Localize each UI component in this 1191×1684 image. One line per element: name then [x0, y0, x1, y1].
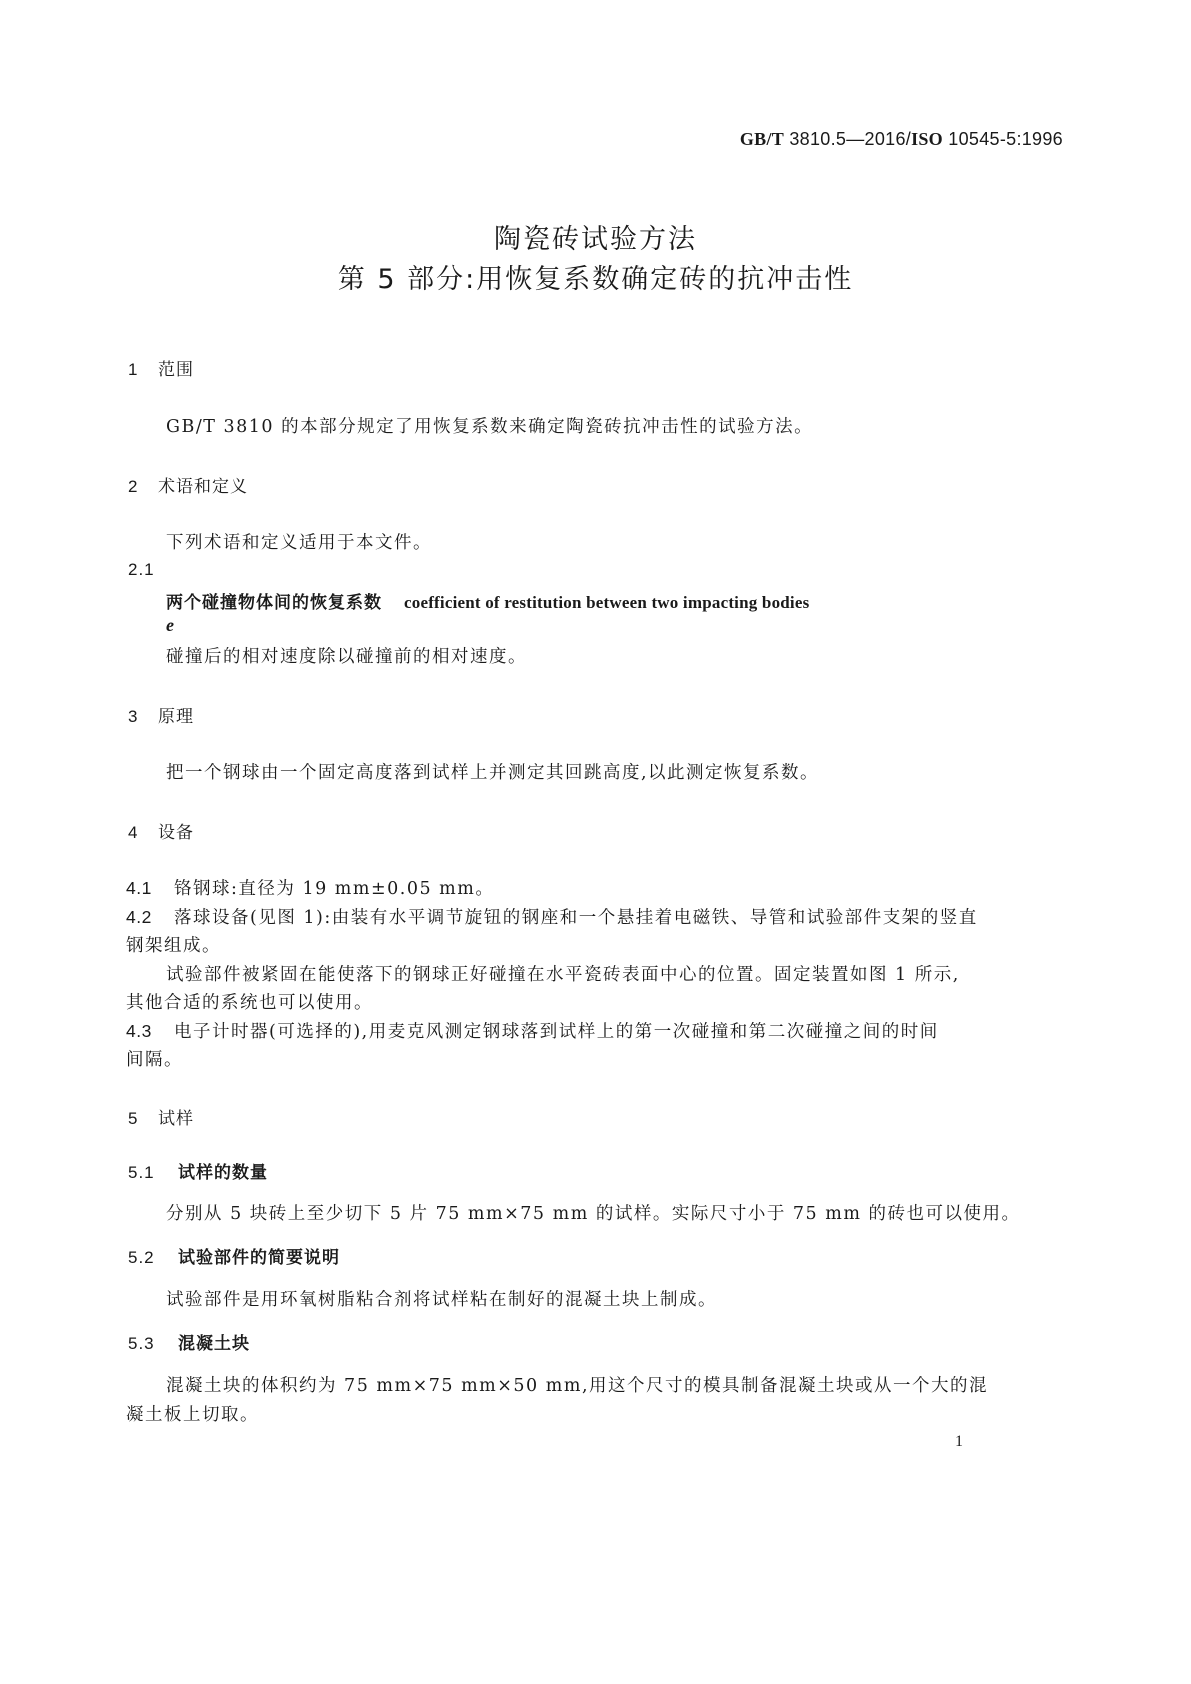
section-1-text: GB/T 3810 的本部分规定了用恢复系数来确定陶瓷砖抗冲击性的试验方法。: [166, 417, 814, 437]
clause-4-2-continued: 钢架组成。: [126, 936, 221, 956]
standard-code: [740, 129, 1063, 150]
clause-4-2-paragraph: 试验部件被紧固在能使落下的钢球正好碰撞在水平瓷砖表面中心的位置。固定装置如图 1 所示,: [166, 965, 960, 985]
term-definition: 碰撞后的相对速度除以碰撞前的相对速度。: [166, 647, 527, 667]
clause-4-3: [126, 1018, 939, 1043]
section-title: 术语和定义: [158, 477, 248, 497]
section-title: 试样: [158, 1109, 194, 1129]
subsection-number: 5.3: [128, 1334, 155, 1353]
section-title: 原理: [158, 707, 194, 727]
subsection-5-1-text: 分别从 5 块砖上至少切下 5 片 75 mm×75 mm 的试样。实际尺寸小于 75 mm 的砖也可以使用。: [166, 1204, 1021, 1224]
section-title: 设备: [158, 823, 194, 843]
clause-text: 落球设备(见图 1):由装有水平调节旋钮的钢座和一个悬挂着电磁铁、导管和试验部件支架的竖直: [174, 908, 978, 928]
section-2-heading: [128, 472, 248, 497]
clause-4-2-paragraph-continued: 其他合适的系统也可以使用。: [126, 993, 373, 1013]
section-5-heading: [128, 1104, 194, 1129]
subsection-title: 试验部件的简要说明: [178, 1248, 340, 1268]
subsection-title: 试样的数量: [178, 1163, 268, 1183]
iso-number: 10545-5:1996: [942, 129, 1063, 149]
document-title-line1: 陶瓷砖试验方法: [494, 224, 697, 255]
term-symbol: e: [166, 615, 174, 635]
term-entry: [166, 588, 809, 613]
subsection-5-2-text: 试验部件是用环氧树脂粘合剂将试样粘在制好的混凝土块上制成。: [166, 1290, 717, 1310]
gb-number: 3810.5—2016/: [784, 129, 912, 149]
clause-4-2: [126, 904, 978, 929]
section-number: 4: [128, 823, 139, 842]
section-number: 2: [128, 477, 139, 496]
subsection-5-2-heading: [128, 1243, 340, 1268]
term-number: 2.1: [128, 560, 155, 579]
document-title-line2: 第 5 部分:用恢复系数确定砖的抗冲击性: [337, 264, 854, 295]
section-title: 范围: [158, 360, 194, 380]
section-1-heading: [128, 355, 194, 380]
clause-4-1: [126, 875, 494, 900]
clause-text: 电子计时器(可选择的),用麦克风测定钢球落到试样上的第一次碰撞和第二次碰撞之间的时间: [174, 1022, 939, 1042]
section-4-heading: [128, 818, 194, 843]
subsection-title: 混凝土块: [178, 1334, 250, 1354]
subsection-5-3-text-continued: 凝土板上切取。: [126, 1405, 259, 1425]
page-number: 1: [955, 1433, 963, 1450]
subsection-number: 5.2: [128, 1248, 155, 1267]
clause-number: 4.3: [126, 1021, 152, 1041]
term-english: coefficient of restitution between two impacting bodies: [404, 593, 810, 612]
clause-number: 4.1: [126, 878, 152, 898]
clause-text: 铬钢球:直径为 19 mm±0.05 mm。: [174, 879, 495, 899]
section-number: 5: [128, 1109, 139, 1128]
section-number: 1: [128, 360, 139, 379]
section-2-text: 下列术语和定义适用于本文件。: [166, 533, 432, 553]
gb-prefix: GB/T: [739, 129, 785, 149]
subsection-5-3-heading: [128, 1329, 250, 1354]
section-number: 3: [128, 707, 139, 726]
clause-4-3-continued: 间隔。: [126, 1050, 183, 1070]
term-chinese: 两个碰撞物体间的恢复系数: [166, 593, 382, 613]
section-3-text: 把一个钢球由一个固定高度落到试样上并测定其回跳高度,以此测定恢复系数。: [166, 763, 820, 783]
subsection-5-1-heading: [128, 1158, 268, 1183]
clause-number: 4.2: [126, 907, 152, 927]
section-3-heading: [128, 702, 194, 727]
iso-prefix: ISO: [911, 129, 943, 149]
subsection-5-3-text: 混凝土块的体积约为 75 mm×75 mm×50 mm,用这个尺寸的模具制备混凝土块或从一个大的混: [166, 1376, 989, 1396]
subsection-number: 5.1: [128, 1163, 155, 1182]
